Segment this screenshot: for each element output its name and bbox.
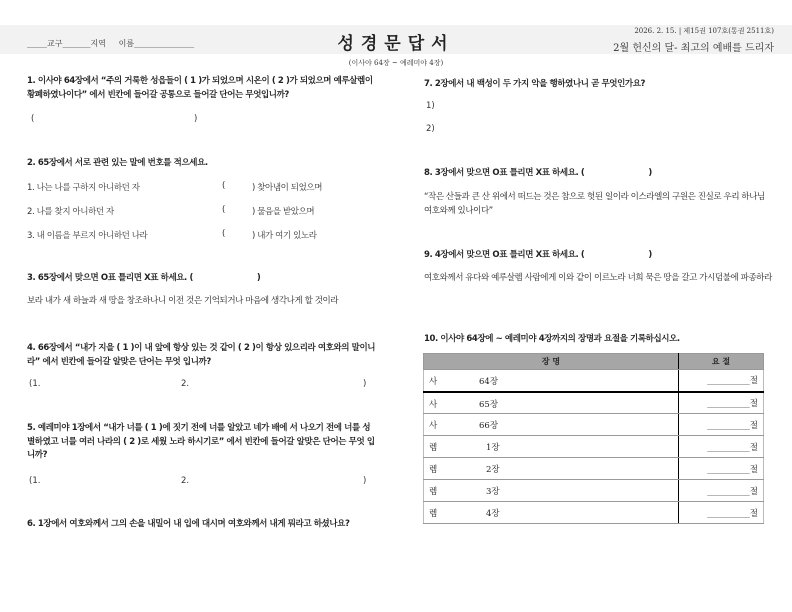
name-fields[interactable]: _____교구_______지역 이름_______________ <box>27 39 195 48</box>
chapter-number: 4장 <box>486 509 500 519</box>
book-abbrev: 렘 <box>429 443 438 453</box>
answer-4-1[interactable]: (1. <box>29 379 41 389</box>
answer-5-1[interactable]: (1. <box>29 476 41 486</box>
scripture-range: (이사야 64장 ~ 예레미야 4장) <box>348 59 444 67</box>
match-left: 3. 내 이름을 부르지 아니하던 나라 <box>27 231 148 241</box>
chapter-number: 1장 <box>486 443 500 453</box>
match-answer-blank[interactable]: ( <box>222 229 225 239</box>
verse-blank[interactable]: __________절 <box>679 480 764 502</box>
book-abbrev: 사 <box>429 421 438 431</box>
chapter-number: 3장 <box>486 487 500 497</box>
answer-5-close: ) <box>363 476 367 486</box>
match-right: ) 물음을 받았으며 <box>252 207 315 217</box>
table-row <box>424 436 764 458</box>
chapter-table <box>423 353 764 524</box>
verse-blank[interactable]: __________절 <box>679 436 764 458</box>
answer-5-2[interactable]: 2. <box>181 476 190 486</box>
column-header-chapter-name: 장 명 <box>424 354 679 370</box>
verse-blank[interactable]: __________절 <box>679 458 764 480</box>
book-abbrev: 렘 <box>429 487 438 497</box>
page-title: 성경문답서 <box>337 34 455 54</box>
issue-info: 2026. 2. 15. | 제15권 107호(통권 2511호) <box>634 27 774 35</box>
question-9-statement: 여호와께서 유다와 예루살렘 사람에게 이와 같이 이르노라 너희 묵은 땅을 갈고 가시덤불에 파종하라 <box>424 273 772 283</box>
answer-7-1[interactable]: 1) <box>426 101 435 111</box>
question-8-statement: “작은 산들과 큰 산 위에서 떠드는 것은 참으로 헛된 일이라 이스라엘의 구원은 진실로 우리 하나님 여호와께 있나이다” <box>424 192 765 216</box>
table-row <box>424 414 764 436</box>
chapter-number: 2장 <box>486 465 500 475</box>
question-3-statement: 보라 내가 새 하늘과 새 땅을 창조하나니 이전 것은 기억되거나 마음에 생각나게 할 것이라 <box>27 296 339 306</box>
table-row <box>424 458 764 480</box>
question-3: 3. 65장에서 맞으면 O표 틀리면 X표 하세요. ( ) <box>27 273 261 283</box>
table-row <box>424 392 764 414</box>
match-answer-blank[interactable]: ( <box>222 181 225 191</box>
monthly-theme: 2월 헌신의 달- 최고의 예배를 드리자 <box>613 43 774 54</box>
chapter-number: 66장 <box>479 421 499 431</box>
question-10: 10. 이사야 64장에 ~ 예레미야 4장까지의 장명과 요절을 기록하십시오. <box>424 334 680 344</box>
answer-1-open[interactable]: ( <box>31 114 35 124</box>
book-abbrev: 렘 <box>429 465 438 475</box>
match-answer-blank[interactable]: ( <box>222 205 225 215</box>
question-6: 6. 1장에서 여호와께서 그의 손을 내밀어 내 입에 대시며 여호와께서 내게 뭐라고 하셨나요? <box>27 519 350 529</box>
match-left: 2. 나를 찾지 아니하던 자 <box>27 207 114 217</box>
book-abbrev: 사 <box>429 377 438 387</box>
verse-blank[interactable]: __________절 <box>679 502 764 524</box>
answer-7-2[interactable]: 2) <box>426 124 435 134</box>
answer-4-close: ) <box>363 379 367 389</box>
chapter-number: 65장 <box>479 399 499 410</box>
table-row <box>424 370 764 392</box>
match-right: ) 내가 여기 있노라 <box>252 231 317 241</box>
chapter-number: 64장 <box>479 377 499 387</box>
table-row <box>424 502 764 524</box>
verse-blank[interactable]: __________절 <box>679 414 764 436</box>
question-5: 5. 예레미야 1장에서 “내가 너를 ( 1 )에 짓기 전에 너를 알았고 네가 배에 서 나오기 전에 너를 성별하였고 너를 여러 나라의 ( 2 )로 세웠 노라 하시기로” 에서 빈칸에 들어갈 알맞은 단어는 무엇 입니까? <box>27 423 375 460</box>
book-abbrev: 사 <box>429 399 438 410</box>
verse-blank[interactable]: __________절 <box>679 392 764 414</box>
verse-blank[interactable]: __________절 <box>679 370 764 392</box>
question-7: 7. 2장에서 내 백성이 두 가지 악을 행하였나니 곧 무엇인가요? <box>424 79 646 89</box>
column-header-key-verse: 요 절 <box>679 354 764 370</box>
question-4: 4. 66장에서 “내가 지을 ( 1 )이 내 앞에 항상 있는 것 같이 ( 2 )이 항상 있으리라 여호와의 말이니라” 에서 빈칸에 들어갈 알맞은 단어는 무엇 입니까? <box>27 343 376 367</box>
question-1: 1. 이사야 64장에서 “주의 거룩한 성읍들이 ( 1 )가 되었으며 시온이 ( 2 )가 되었으며 예루살렘이 황폐하였나이다” 에서 빈칸에 들어갈 공통으로 들어갈 단어는 무엇입니까? <box>27 76 373 100</box>
question-8: 8. 3장에서 맞으면 O표 틀리면 X표 하세요. ( ) <box>424 168 652 178</box>
question-2: 2. 65장에서 서로 관련 있는 말에 번호를 적으세요. <box>27 158 208 168</box>
question-9: 9. 4장에서 맞으면 O표 틀리면 X표 하세요. ( ) <box>424 250 652 260</box>
table-row <box>424 480 764 502</box>
match-left: 1. 나는 나를 구하지 아니하던 자 <box>27 183 140 193</box>
answer-1-close[interactable]: ) <box>194 114 198 124</box>
match-right: ) 찾아냄이 되었으며 <box>252 183 323 193</box>
answer-4-2[interactable]: 2. <box>181 379 190 389</box>
book-abbrev: 렘 <box>429 509 438 519</box>
